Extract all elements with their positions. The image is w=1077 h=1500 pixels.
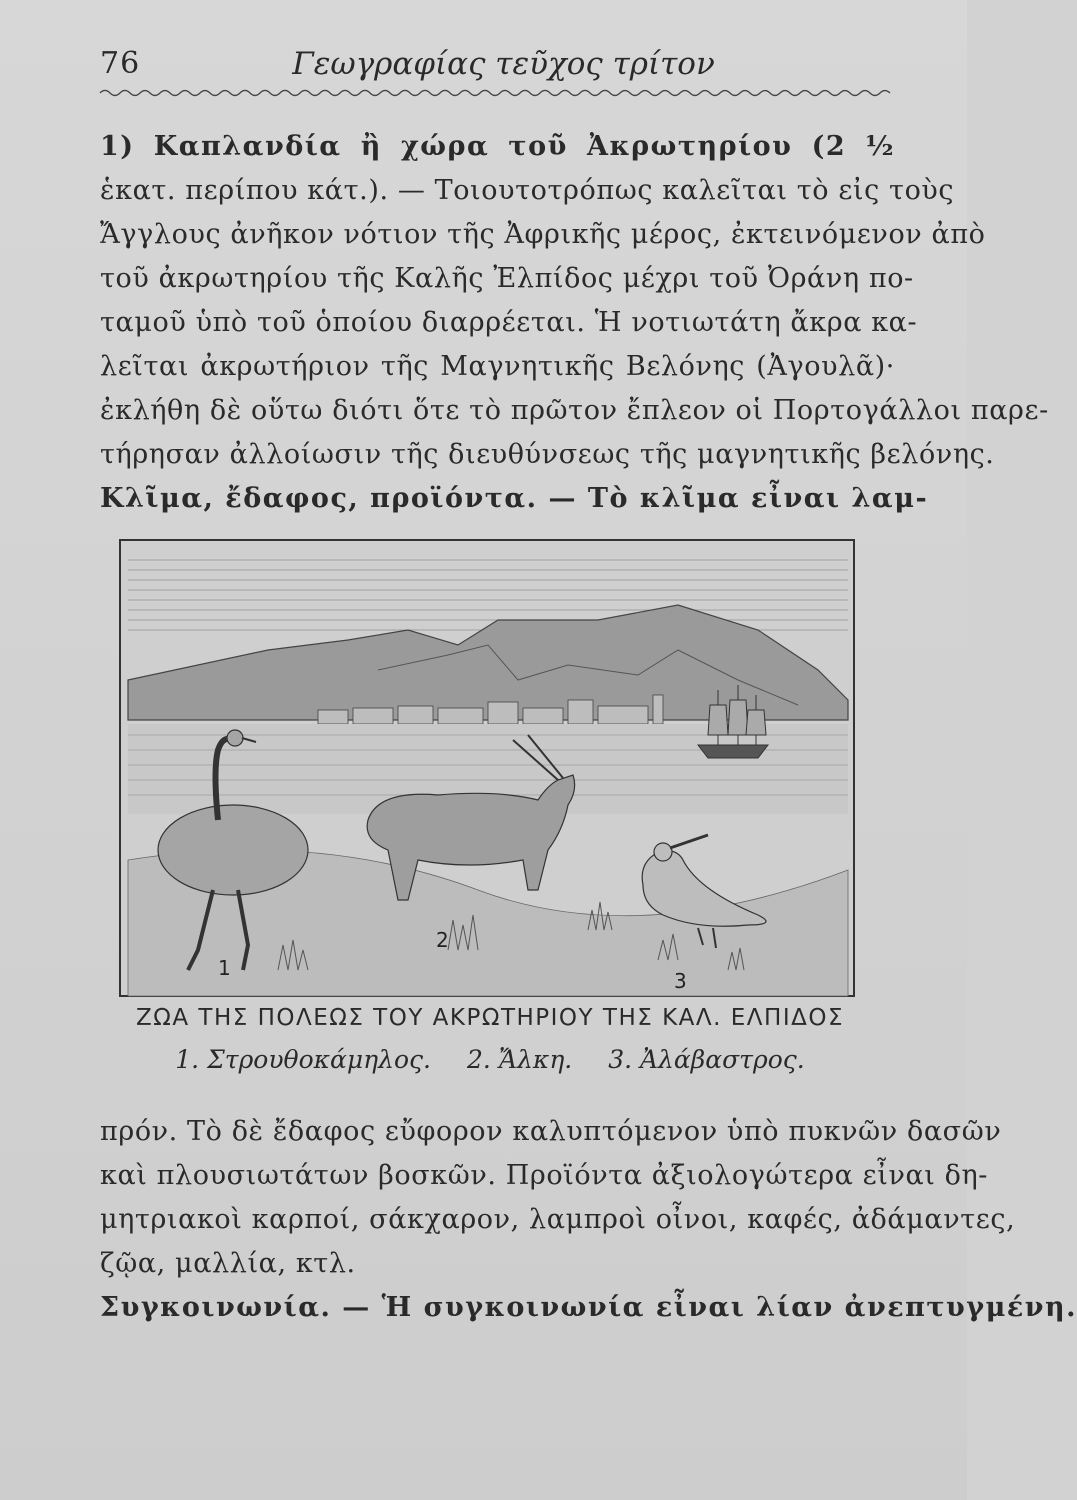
text-line: ζῷα, μαλλία, κτλ.: [100, 1248, 356, 1279]
section-2-text: [100, 1110, 1077, 1330]
figure-label-2: 2: [436, 928, 449, 952]
text-line: ταμοῦ ὑπὸ τοῦ ὁποίου διαρρέεται. Ἡ νοτιωτάτη ἄκρα κα-: [100, 307, 918, 338]
figure-label-3: 3: [674, 969, 687, 993]
running-title: Γεωγραφίας τεῦχος τρίτον: [292, 46, 715, 82]
text-line: μητριακοὶ καρποί, σάκχαρον, λαμπροὶ οἶνοι, καφές, ἀδάμαντες,: [100, 1204, 1016, 1235]
text-line: καὶ πλουσιωτάτων βοσκῶν. Προϊόντα ἀξιολογώτερα εἶναι δη-: [100, 1160, 989, 1191]
legend-item: 3. Ἀλάβαστρος.: [608, 1045, 805, 1074]
text-line: λεῖται ἀκρωτήριον τῆς Μαγνητικῆς Βελόνης (Ἀγουλᾶ)·: [100, 351, 895, 382]
section-1-text: [100, 125, 1049, 521]
text-line: Συγκοινωνία. — Ἡ συγκοινωνία εἶναι λίαν ἀνεπτυγμένη.: [100, 1292, 1077, 1323]
text-line: Ἄγγλους ἀνῆκον νότιον τῆς Ἀφρικῆς μέρος, ἐκτεινόμενον ἀπὸ: [100, 219, 986, 250]
text-line: τοῦ ἀκρωτηρίου τῆς Καλῆς Ἐλπίδος μέχρι τοῦ Ὀράνη πο-: [100, 263, 914, 294]
decorative-wavy-rule: [100, 88, 890, 98]
engraving-illustration: [118, 530, 858, 1000]
legend-item: 1. Στρουθοκάμηλος.: [175, 1045, 431, 1074]
page-number: 76: [100, 46, 141, 81]
legend-item: 2. Ἄλκη.: [466, 1045, 573, 1074]
figure-caption-title: ΖΩΑ ΤΗΣ ΠΟΛΕΩΣ ΤΟΥ ΑΚΡΩΤΗΡΙΟΥ ΤΗΣ ΚΑΛ. ΕΛΠΙΔΟΣ: [136, 1005, 844, 1031]
text-line: Κλῖμα, ἔδαφος, προϊόντα. — Τὸ κλῖμα εἶναι λαμ-: [100, 483, 929, 514]
page-header: [100, 42, 907, 82]
figure-caption-legend: [100, 1045, 880, 1074]
text-line: ἐκλήθη δὲ οὕτω διότι ὅτε τὸ πρῶτον ἔπλεον οἱ Πορτογάλλοι παρε-: [100, 395, 1049, 426]
figure-label-1: 1: [218, 956, 231, 980]
text-line: πρόν. Τὸ δὲ ἔδαφος εὔφορον καλυπτόμενον ὑπὸ πυκνῶν δασῶν: [100, 1116, 1002, 1147]
text-line: 1) Καπλανδία ἢ χώρα τοῦ Ἀκρωτηρίου (2 ½: [100, 131, 895, 162]
text-line: τήρησαν ἀλλοίωσιν τῆς διευθύνσεως τῆς μαγνητικῆς βελόνης.: [100, 439, 995, 470]
text-line: ἑκατ. περίπου κάτ.). — Τοιουτοτρόπως καλεῖται τὸ εἰς τοὺς: [100, 175, 955, 206]
